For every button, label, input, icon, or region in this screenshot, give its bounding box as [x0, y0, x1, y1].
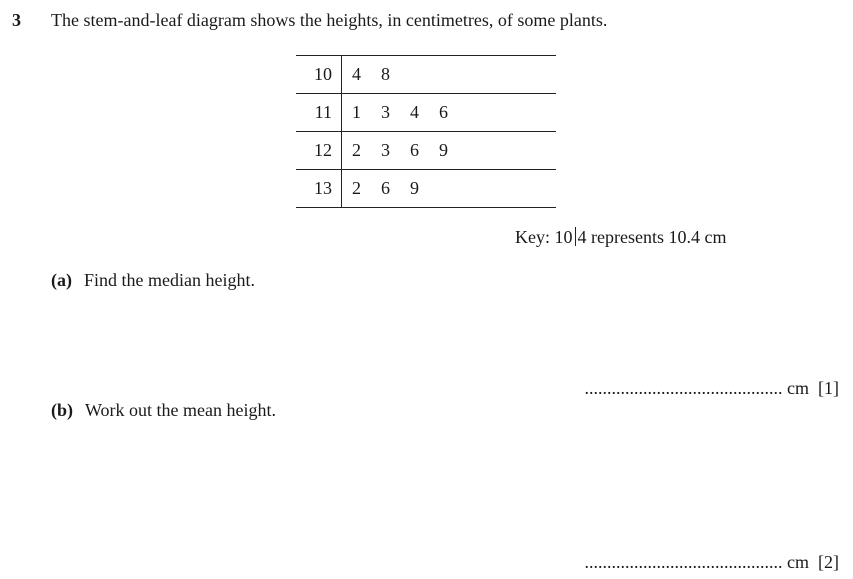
leaf: 3	[381, 102, 390, 122]
answer-line-a[interactable]	[585, 378, 840, 399]
leaves	[352, 94, 468, 130]
marks: [2]	[818, 552, 839, 572]
key-divider	[575, 227, 576, 246]
leaf: 4	[352, 64, 361, 84]
stem-leaf-row	[296, 56, 556, 94]
part-b-text: Work out the mean height.	[85, 400, 277, 420]
part-a-label: (a)	[51, 270, 72, 290]
stem: 12	[296, 132, 342, 169]
answer-unit: cm	[787, 378, 809, 398]
key-prefix: Key:	[515, 227, 550, 247]
answer-line-b[interactable]	[585, 552, 840, 573]
stem-leaf-row	[296, 94, 556, 132]
leaves	[352, 56, 410, 92]
answer-dots: ............................................	[584, 378, 783, 398]
leaf: 3	[381, 140, 390, 160]
part-b	[51, 400, 276, 421]
key-leaf: 4	[577, 227, 587, 247]
part-b-label: (b)	[51, 400, 73, 420]
part-a	[51, 270, 255, 291]
leaf: 2	[352, 178, 361, 198]
leaves	[352, 170, 439, 206]
leaf: 8	[381, 64, 390, 84]
stem: 10	[296, 56, 342, 93]
stem-leaf-row	[296, 132, 556, 170]
leaf: 6	[439, 102, 448, 122]
marks: [1]	[818, 378, 839, 398]
answer-dots: ............................................	[584, 552, 783, 572]
stem: 13	[296, 170, 342, 207]
part-a-text: Find the median height.	[84, 270, 255, 290]
leaf: 4	[410, 102, 419, 122]
stem-and-leaf-diagram	[296, 55, 556, 208]
leaf: 9	[410, 178, 419, 198]
leaf: 6	[381, 178, 390, 198]
key	[515, 227, 726, 248]
leaf: 6	[410, 140, 419, 160]
question-number: 3	[12, 10, 21, 30]
leaf: 1	[352, 102, 361, 122]
key-stem: 10	[554, 227, 573, 247]
leaves	[352, 132, 468, 168]
answer-unit: cm	[787, 552, 809, 572]
leaf: 2	[352, 140, 361, 160]
key-suffix: represents 10.4 cm	[591, 227, 727, 247]
stem: 11	[296, 94, 342, 131]
leaf: 9	[439, 140, 448, 160]
stem-leaf-row	[296, 170, 556, 208]
question-text: The stem-and-leaf diagram shows the heights, in centimetres, of some plants.	[51, 10, 608, 30]
